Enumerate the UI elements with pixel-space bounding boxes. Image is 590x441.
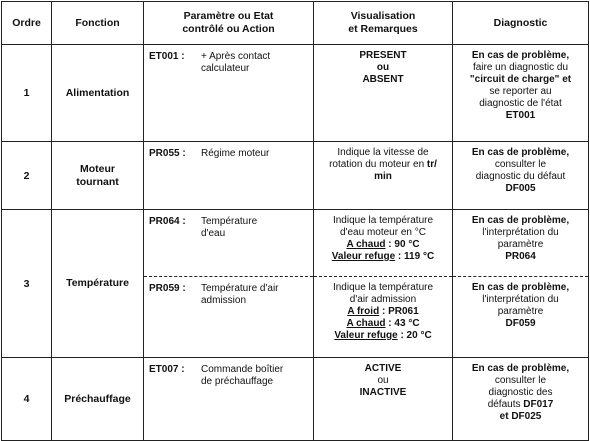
param-desc-line: + Après contact bbox=[201, 51, 271, 62]
visu-value: : 119 °C bbox=[395, 251, 435, 262]
visu-line: ACTIVE bbox=[364, 363, 402, 374]
diagnostic-cell bbox=[453, 277, 589, 358]
param-desc bbox=[201, 364, 309, 388]
visualisation-cell bbox=[314, 277, 453, 358]
header-visualisation-line1: Visualisation bbox=[350, 10, 416, 22]
visu-line bbox=[318, 306, 448, 318]
visu-line: Indique la température bbox=[332, 282, 434, 293]
diag-line: diagnostic des bbox=[488, 387, 553, 398]
fonction-line: Moteur bbox=[80, 162, 115, 175]
visu-line bbox=[318, 318, 448, 330]
visu-line: ou bbox=[377, 375, 389, 386]
visu-label: Valeur refuge bbox=[331, 251, 396, 262]
header-parametre-line1: Paramètre ou Etat bbox=[183, 10, 274, 22]
param-code: PR059 : bbox=[149, 283, 186, 294]
param-desc-line: admission bbox=[201, 295, 247, 306]
visu-value: : 90 °C bbox=[385, 239, 420, 250]
visu-value: : 43 °C bbox=[385, 318, 420, 329]
diag-line: l'interprétation du bbox=[482, 294, 559, 305]
visu-line: PRESENT bbox=[359, 50, 407, 61]
ordre-cell: 1 bbox=[2, 45, 52, 142]
diagnostic-cell bbox=[453, 358, 589, 441]
diag-line: paramètre bbox=[497, 306, 544, 317]
diag-line: DF059 bbox=[505, 318, 536, 329]
fonction-cell: Température bbox=[52, 210, 144, 358]
visu-line: INACTIVE bbox=[359, 387, 407, 398]
table-row bbox=[2, 142, 589, 210]
header-diagnostic: Diagnostic bbox=[453, 2, 589, 45]
diag-line: l'interprétation du bbox=[482, 227, 559, 238]
param-code: ET001 : bbox=[149, 51, 185, 62]
diag-line: consulter le bbox=[494, 159, 547, 170]
diagnostic-cell bbox=[453, 210, 589, 277]
visu-text: rotation du moteur en bbox=[329, 159, 427, 170]
diag-line: En cas de problème, bbox=[471, 215, 570, 226]
diag-line: DF005 bbox=[505, 183, 536, 194]
header-fonction: Fonction bbox=[52, 2, 144, 45]
diag-line: diagnostic du défaut bbox=[475, 171, 566, 182]
visu-unit: tr/ bbox=[426, 159, 437, 170]
visu-label: A froid bbox=[347, 306, 380, 317]
param-desc: Régime moteur bbox=[201, 148, 270, 159]
param-desc-line: Température d'air bbox=[201, 283, 279, 294]
param-desc bbox=[201, 51, 309, 75]
ordre-cell: 4 bbox=[2, 358, 52, 441]
diag-line: faire un diagnostic du bbox=[472, 62, 569, 73]
diag-line: consulter le bbox=[494, 375, 547, 386]
table-row bbox=[2, 210, 589, 277]
fonction-line: tournant bbox=[76, 175, 119, 188]
header-parametre bbox=[144, 2, 314, 45]
visu-line: min bbox=[374, 171, 392, 182]
param-code: PR055 : bbox=[149, 148, 186, 159]
visu-label: A chaud bbox=[346, 239, 386, 250]
param-desc-line: de préchauffage bbox=[201, 376, 274, 387]
param-desc bbox=[201, 216, 309, 240]
visu-line: d'eau moteur en °C bbox=[340, 227, 426, 238]
visu-line: ou bbox=[376, 62, 390, 73]
header-ordre: Ordre bbox=[2, 2, 52, 45]
visu-line: ABSENT bbox=[362, 74, 404, 85]
diagnostic-cell bbox=[453, 45, 589, 142]
diagnostic-table bbox=[1, 1, 589, 441]
diag-line: diagnostic de l'état bbox=[479, 98, 562, 109]
visualisation-cell bbox=[314, 210, 453, 277]
param-code: PR064 : bbox=[149, 216, 186, 227]
visualisation-cell bbox=[314, 142, 453, 210]
param-desc-line: calculateur bbox=[201, 63, 250, 74]
visu-line: Indique la vitesse de bbox=[337, 147, 429, 158]
visu-label: A chaud bbox=[346, 318, 386, 329]
visu-line: d'air admission bbox=[349, 294, 417, 305]
header-parametre-line2: contrôlé ou Action bbox=[182, 23, 275, 35]
diag-text: défauts bbox=[487, 399, 524, 410]
table-row bbox=[2, 358, 589, 441]
diagnostic-cell bbox=[453, 142, 589, 210]
parametre-cell bbox=[144, 210, 314, 277]
diag-line: PR064 bbox=[505, 251, 536, 262]
param-desc-line: Température bbox=[201, 216, 258, 227]
visu-line bbox=[318, 239, 448, 251]
visu-value: : PR061 bbox=[379, 306, 419, 317]
param-desc-line: Commande boîtier bbox=[201, 364, 284, 375]
diag-line: ET001 bbox=[505, 110, 536, 121]
ordre-cell: 3 bbox=[2, 210, 52, 358]
header-row bbox=[2, 2, 589, 45]
diag-line: En cas de problème, bbox=[471, 50, 570, 61]
parametre-cell bbox=[144, 45, 314, 142]
fonction-cell: Alimentation bbox=[52, 45, 144, 142]
visu-value: : 20 °C bbox=[397, 330, 432, 341]
diag-line: En cas de problème, bbox=[471, 147, 570, 158]
param-desc-line: d'eau bbox=[201, 228, 226, 239]
header-visualisation bbox=[314, 2, 453, 45]
parametre-cell bbox=[144, 277, 314, 358]
visu-line bbox=[318, 159, 448, 171]
visu-line: Indique la température bbox=[332, 215, 434, 226]
visualisation-cell bbox=[314, 358, 453, 441]
visualisation-cell bbox=[314, 45, 453, 142]
diag-line: paramètre bbox=[497, 239, 544, 250]
visu-line bbox=[318, 330, 448, 342]
parametre-cell bbox=[144, 358, 314, 441]
table-row bbox=[2, 45, 589, 142]
visu-line bbox=[318, 251, 448, 263]
visu-label: Valeur refuge bbox=[334, 330, 398, 341]
diag-code: DF017 bbox=[523, 399, 554, 410]
diag-line: En cas de problème, bbox=[471, 363, 570, 374]
diag-line: En cas de problème, bbox=[471, 282, 570, 293]
fonction-cell bbox=[52, 142, 144, 210]
diag-line: "circuit de charge" et bbox=[469, 74, 572, 85]
param-desc bbox=[201, 283, 309, 307]
param-code: ET007 : bbox=[149, 364, 185, 375]
diag-line bbox=[457, 399, 584, 411]
diag-line: et DF025 bbox=[499, 411, 542, 422]
header-visualisation-line2: et Remarques bbox=[348, 23, 418, 35]
ordre-cell: 2 bbox=[2, 142, 52, 210]
diag-line: se reporter au bbox=[489, 86, 552, 97]
parametre-cell bbox=[144, 142, 314, 210]
fonction-cell: Préchauffage bbox=[52, 358, 144, 441]
